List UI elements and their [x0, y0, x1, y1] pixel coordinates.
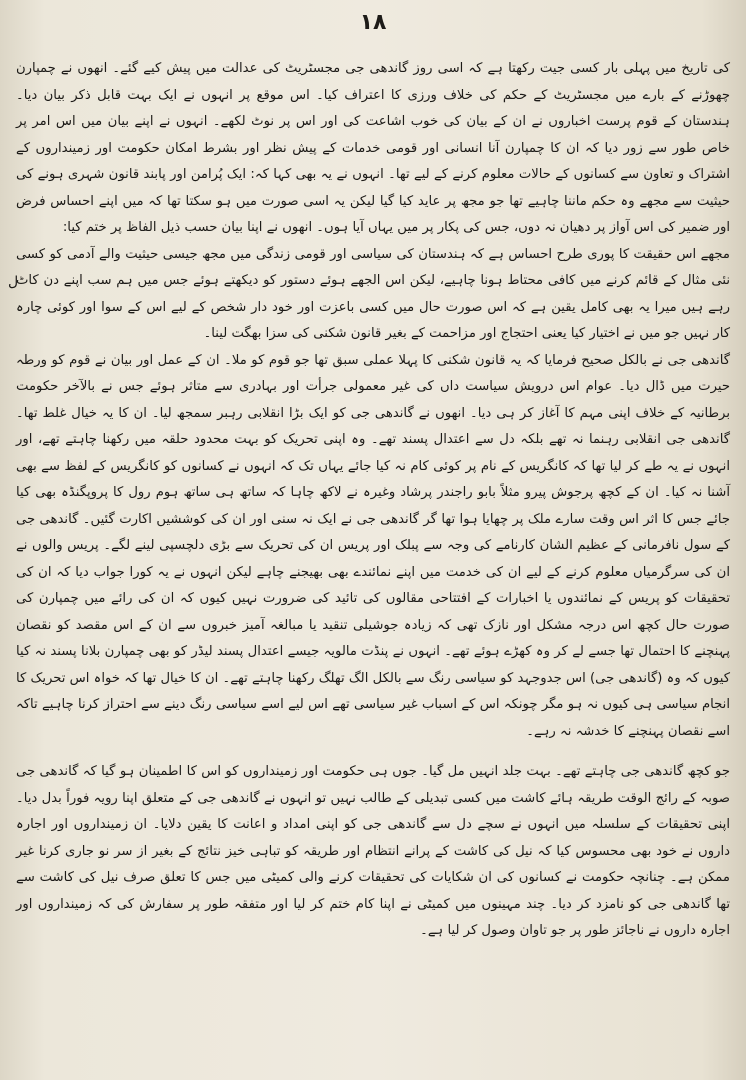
margin-mark: ل	[8, 274, 19, 290]
paragraph-1: کی تاریخ میں پہلی بار کسی جیت رکھتا ہے کہ اسی روز گاندھی جی مجسٹریٹ کی عدالت میں پیش کیے گئے۔ انھوں نے چمپارن چھوڑنے کے بارے میں مجسٹریٹ کے حکم کی خلاف ورزی کا اعتراف کیا۔ اس موقع پر انہوں نے ایک بہت قابل ذکر بیان دیا۔ ہندستان کے قوم پرست اخباروں نے ان کے بیان کی خوب اشاعت کی اور اس پر نوٹ لکھے۔ انہوں نے اپنے بیان میں اس امر پر خاص طور سے زور دیا کہ ان کا چمپارن آنا انسانی اور قومی خدمات کے پیش نظر اور بشرط امکان حکومت اور زمینداروں کے اشتراک و تعاون سے کسانوں کے حالات معلوم کرنے کے لیے تھا۔ انہوں نے یہ بھی کہا کہ: ایک پُرامن اور پابند قانون شہری ہونے کی حیثیت سے مجھے وہ حکم ماننا چاہیے تھا جو مجھ پر عاید کیا گیا لیکن یہ اسی صورت میں ہو سکتا تھا کہ میں اپنے احساس فرض اور ضمیر کی اس آواز پر دھیان نہ دوں، جس کی پکار پر میں یہاں آیا ہوں۔ انھوں نے اپنا بیان حسب ذیل الفاظ پر ختم کیا:	[16, 61, 730, 235]
paragraph-2-quote: مجھے اس حقیقت کا پوری طرح احساس ہے کہ ہندستان کی سیاسی اور قومی زندگی میں مجھ جیسی حیثیت والے آدمی کو کسی نئی مثال کے قائم کرنے میں کافی محتاط ہونا چاہیے، لیکن اس الجھے ہوئے دستور کو دیکھتے ہوئے جس میں ہم سب اپنے دن کاٹ رہے ہیں میرا یہ بھی کامل یقین ہے کہ اس صورت حال میں کسی باعزت اور خود دار شخص کے لیے اس کے سوا اور کوئی چارہ کار نہیں جو میں نے اختیار کیا یعنی احتجاج اور مزاحمت کے بغیر قانون شکنی کی سزا بھگت لینا۔	[16, 246, 730, 341]
body-text	[16, 56, 730, 945]
paragraph-4: جو کچھ گاندھی جی چاہتے تھے۔ بہت جلد انہیں مل گیا۔ جوں ہی حکومت اور زمینداروں کو اس کا اطمینان ہو گیا کہ گاندھی جی صوبہ کے رائج الوقت طریقہ ہائے کاشت میں کسی تبدیلی کے طالب نہیں تو انہوں نے گاندھی جی کے متعلق اپنا رویہ فوراً بدل دیا۔ اپنی تحقیقات کے سلسلہ میں انہوں نے سچے دل سے گاندھی جی کو اپنی امداد و اعانت کا یقین دلایا۔ ان زمینداروں اور اجارہ داروں نے خود بھی محسوس کیا کہ نیل کی کاشت کے پرانے انتظام اور طریقہ کو تباہی خیز نتائج کے بغیر از سر نو جاری کرنا غیر ممکن ہے۔ چنانچہ حکومت نے کسانوں کی ان شکایات کی تحقیقات کرنے والی کمیٹی میں جس کا تعلق صرف نیل کی کاشت سے تھا گاندھی جی کو نامزد کر دیا۔ چند مہینوں میں کمیٹی نے اپنا کام ختم کر لیا اور متفقہ طور پر سفارش کی کہ زمینداروں اور اجارہ داروں نے ناجائز طور پر جو تاوان وصول کر لیا ہے۔	[16, 764, 730, 938]
paragraph-3: گاندھی جی نے بالکل صحیح فرمایا کہ یہ قانون شکنی کا پہلا عملی سبق تھا جو قوم کو ملا۔ ان کے عمل اور بیان نے قوم کو ورطہ حیرت میں ڈال دیا۔ عوام اس درویش سیاست داں کی غیر معمولی جرأت اور بہادری سے متاثر ہوئے جس نے بالآخر حکومت برطانیہ کے خلاف اپنی مہم کا آغاز کر ہی دیا۔ انھوں نے گاندھی جی کو ایک بڑا انقلابی رہبر سمجھ لیا۔ ان کا یہ خیال غلط تھا۔ گاندھی جی انقلابی رہنما نہ تھے بلکہ دل سے اعتدال پسند تھے۔ وہ اپنی تحریک کو بہت محدود حلقہ میں رکھنا چاہتے تھے، اور انہوں نے یہ طے کر لیا تھا کہ کانگریس کے نام پر کوئی کام نہ کیا جائے یہاں تک کہ انہوں نے کسانوں کو کانگریس کے لفظ سے بھی آشنا نہ کیا۔ ان کے کچھ پرجوش پیرو مثلاً بابو راجندر پرشاد وغیرہ نے لاکھ چاہا کہ ساتھ ہی ساتھ ہوم رول کا پروپگنڈہ بھی کیا جائے جس کا اثر اس وقت سارے ملک پر چھایا ہوا تھا گر گاندھی جی نے ایک نہ سنی اور ان کی کوششیں اکارت گئیں۔ گاندھی جی کے سول نافرمانی کے عظیم الشان کارنامے کی وجہ سے پبلک اور پریس ان کی تحریک سے بڑی دلچسپی لینے لگے۔ پریس والوں نے ان کی سرگرمیاں معلوم کرنے کے لیے ان کی خدمت میں اپنے نمائندے بھی بھیجنے چاہے لیکن انہوں نے یہ کورا جواب دیا کہ ان کی تحقیقات کو پریس کے نمائندوں یا اخبارات کے افتتاحی مقالوں کی تائید کی ضرورت نہیں کیوں کہ ان کی رائے میں چمپارن کی صورت حال کچھ اس درجہ مشکل اور نازک تھی کہ زیادہ جوشیلی تنقید یا مبالغہ آمیز خبروں سے ان کے اس مقصد کو نقصان پہنچنے کا احتمال تھا جسے لے کر وہ کھڑے ہوئے تھے۔ انہوں نے پنڈت مالویہ جیسے اعتدال پسند لیڈر کو بھی چمپارن بلانا پسند نہ کیا کیوں کہ وہ (گاندھی جی) اس جدوجہد کو سیاسی رنگ سے بالکل الگ تھلگ رکھنا چاہتے تھے۔ ان کا خیال تھا کہ خواہ اس تحریک کا انجام سیاسی ہی کیوں نہ ہو مگر چونکہ اس کے اسباب غیر سیاسی تھے اس لیے اسے سیاسی رنگ دینے سے احتراز کرنا چاہیے تاکہ اسے نقصان پہنچنے کا خدشہ نہ رہے۔	[16, 352, 730, 739]
page-number: ۱۸	[359, 10, 387, 35]
